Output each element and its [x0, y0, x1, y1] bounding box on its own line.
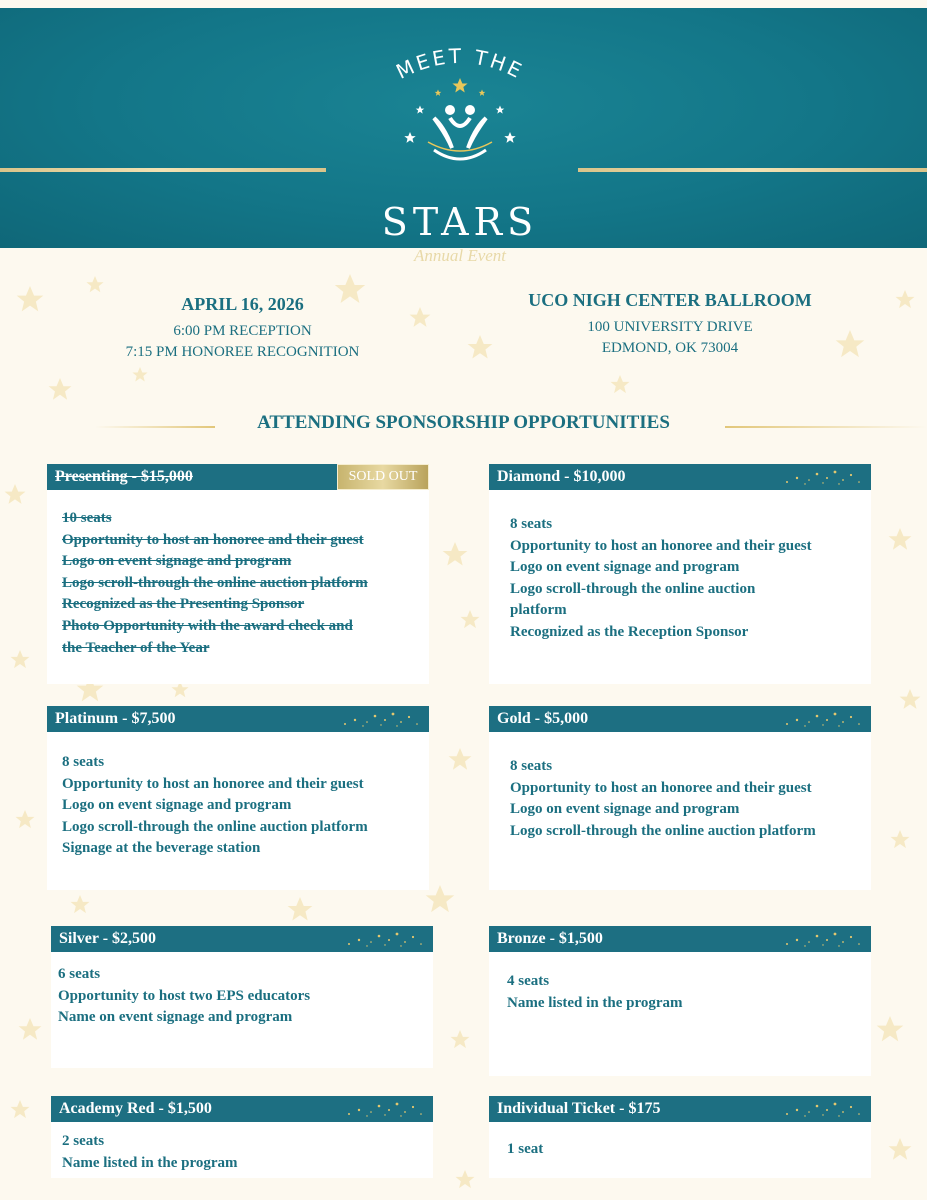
sparkle-icon [335, 708, 425, 730]
list-item: Opportunity to host an honoree and their guest [510, 779, 812, 796]
venue-name: UCO NIGH CENTER BALLROOM [528, 290, 812, 310]
tier-header [47, 706, 429, 732]
list-item: Opportunity to host an honoree and their guest [62, 775, 364, 792]
list-item: 8 seats [510, 516, 553, 532]
tier-title: Individual Ticket - $175 [497, 1100, 661, 1117]
section-title: ATTENDING SPONSORSHIP OPPORTUNITIES [257, 412, 670, 433]
sold-out-badge: SOLD OUT [337, 464, 429, 490]
event-time-reception: 6:00 PM RECEPTION [173, 323, 312, 339]
tier-benefits-list [62, 1131, 238, 1174]
list-item: Photo Opportunity with the award check and [62, 617, 353, 634]
list-item: Logo on event signage and program [510, 559, 740, 576]
venue-street: 100 UNIVERSITY DRIVE [587, 319, 753, 335]
tier-title: Bronze - $1,500 [497, 930, 603, 947]
tier-card-individual-ticket [489, 1096, 871, 1178]
logo-sub-text: Annual Event [413, 246, 507, 265]
stars-emblem-icon [350, 38, 570, 208]
list-item: Name on event signage and program [58, 1009, 293, 1026]
list-item: Recognized as the Reception Sponsor [510, 623, 749, 640]
list-item: platform [510, 602, 567, 619]
tier-benefits-list [510, 756, 816, 842]
event-date-block [100, 294, 385, 363]
tier-benefits-list [58, 964, 310, 1029]
sparkle-icon [777, 1098, 867, 1120]
logo-main-text: STARS [381, 200, 539, 244]
event-venue-block [500, 290, 840, 359]
list-item: Logo scroll-through the online auction [510, 580, 756, 597]
list-item: 8 seats [510, 758, 553, 774]
list-item: the Teacher of the Year [62, 639, 210, 656]
list-item: Logo scroll-through the online auction platform [62, 818, 368, 835]
list-item: Logo scroll-through the online auction platform [510, 822, 816, 839]
tier-card-presenting [47, 464, 429, 684]
list-item: Recognized as the Presenting Sponsor [62, 596, 305, 613]
tier-header [489, 1096, 871, 1122]
sparkle-icon [777, 466, 867, 488]
event-date: APRIL 16, 2026 [181, 294, 304, 314]
list-item: 2 seats [62, 1133, 105, 1149]
list-item: 10 seats [62, 510, 112, 526]
list-item: Opportunity to host an honoree and their guest [62, 531, 364, 548]
list-item: Logo on event signage and program [62, 553, 292, 570]
list-item: Opportunity to host two EPS educators [58, 987, 311, 1004]
tier-benefits-list [510, 514, 812, 644]
list-item: 4 seats [507, 973, 550, 989]
tier-title: Platinum - $7,500 [55, 710, 176, 727]
sparkle-icon [339, 1098, 429, 1120]
tier-title: Presenting - $15,000 [55, 468, 193, 485]
tier-title: Diamond - $10,000 [497, 468, 626, 485]
tier-card-diamond [489, 464, 871, 684]
list-item: 8 seats [62, 754, 105, 770]
list-item: Signage at the beverage station [62, 840, 261, 857]
tier-header [489, 706, 871, 732]
tier-benefits-list [62, 752, 368, 860]
list-item: Logo scroll-through the online auction platform [62, 574, 368, 591]
tier-header [51, 1096, 433, 1122]
list-item: Name listed in the program [62, 1154, 238, 1171]
tier-card-academy-red [51, 1096, 433, 1178]
logo-top-text: MEET THE [392, 43, 528, 84]
header-gold-line-left [0, 168, 326, 172]
sparkle-icon [777, 928, 867, 950]
tier-card-bronze [489, 926, 871, 1076]
list-item: Name listed in the program [507, 994, 683, 1011]
header-gold-line-right [578, 168, 927, 172]
tier-header [489, 926, 871, 952]
title-line-right [725, 426, 927, 428]
list-item: Logo on event signage and program [510, 801, 740, 818]
tier-header [489, 464, 871, 490]
sparkle-icon [777, 708, 867, 730]
tier-benefits-list [507, 971, 683, 1014]
list-item: 6 seats [58, 966, 101, 982]
event-logo [350, 38, 570, 265]
tier-benefits-list [507, 1139, 543, 1161]
tier-card-body [489, 1122, 871, 1178]
tier-title: Gold - $5,000 [497, 710, 589, 727]
list-item: Logo on event signage and program [62, 797, 292, 814]
header-banner [0, 8, 927, 265]
tier-card-silver [51, 926, 433, 1068]
tier-card-gold [489, 706, 871, 890]
venue-city: EDMOND, OK 73004 [601, 340, 739, 356]
tier-title: Academy Red - $1,500 [59, 1100, 212, 1117]
tier-header [47, 464, 429, 490]
event-time-recognition: 7:15 PM HONOREE RECOGNITION [125, 344, 360, 360]
tier-card-platinum [47, 706, 429, 890]
tier-header [51, 926, 433, 952]
tier-title: Silver - $2,500 [59, 930, 157, 947]
tier-benefits-list [62, 508, 368, 659]
list-item: 1 seat [507, 1141, 544, 1157]
sparkle-icon [339, 928, 429, 950]
list-item: Opportunity to host an honoree and their guest [510, 537, 812, 554]
